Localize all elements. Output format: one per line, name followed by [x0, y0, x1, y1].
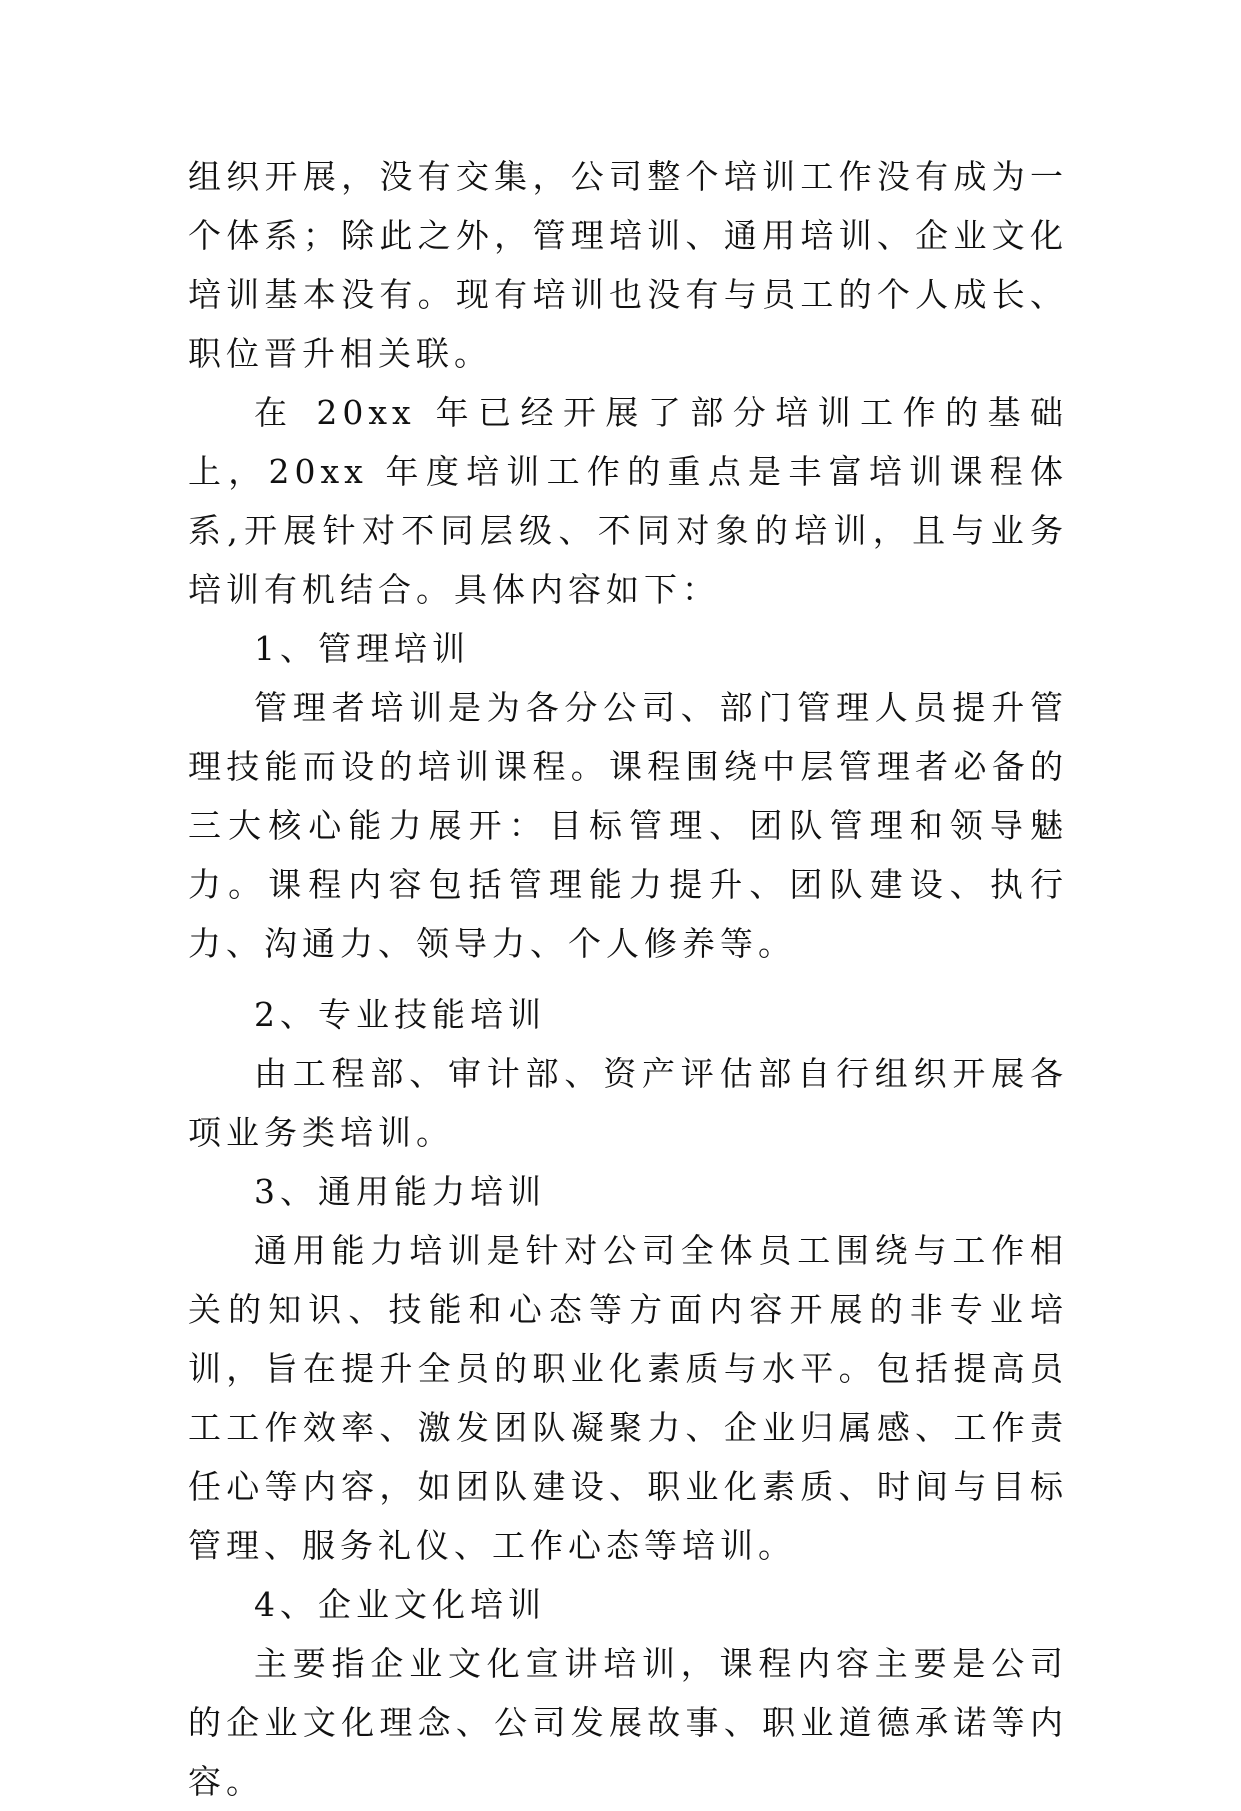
heading-general-ability-training: 3、通用能力培训 [254, 1172, 546, 1211]
paragraph-annual-focus: 在 20xx 年已经开展了部分培训工作的基础上，20xx 年度培训工作的重点是丰富培训课程体系,开展针对不同层级、不同对象的培训，且与业务培训有机结合。具体内容如下： [188, 393, 1068, 609]
paragraph-general-ability-training: 通用能力培训是针对公司全体员工围绕与工作相关的知识、技能和心态等方面内容开展的非专业培训，旨在提升全员的职业化素质与水平。包括提高员工工作效率、激发团队凝聚力、企业归属感、工作责任心等内容，如团队建设、职业化素质、时间与目标管理、服务礼仪、工作心态等培训。 [188, 1231, 1068, 1565]
paragraph-corporate-culture-training: 主要指企业文化宣讲培训，课程内容主要是公司的企业文化理念、公司发展故事、职业道德承诺等内容。 [188, 1644, 1068, 1801]
heading-corporate-culture-training: 4、企业文化培训 [254, 1585, 546, 1624]
paragraph-training-status: 组织开展，没有交集，公司整个培训工作没有成为一个体系；除此之外，管理培训、通用培训、企业文化培训基本没有。现有培训也没有与员工的个人成长、职位晋升相关联。 [188, 157, 1068, 373]
heading-management-training: 1、管理培训 [254, 629, 470, 668]
paragraph-management-training: 管理者培训是为各分公司、部门管理人员提升管理技能而设的培训课程。课程围绕中层管理者必备的三大核心能力展开：目标管理、团队管理和领导魅力。课程内容包括管理能力提升、团队建设、执行力、沟通力、领导力、个人修养等。 [188, 688, 1068, 963]
heading-professional-skills-training: 2、专业技能培训 [254, 995, 546, 1034]
paragraph-professional-skills-training: 由工程部、审计部、资产评估部自行组织开展各项业务类培训。 [188, 1054, 1068, 1152]
document-body [188, 147, 1068, 1811]
